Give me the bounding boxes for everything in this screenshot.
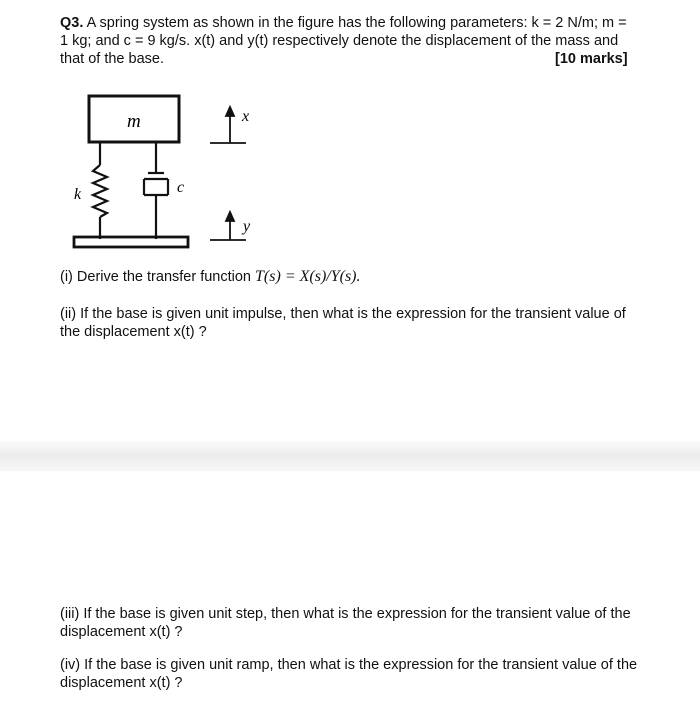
damper (144, 142, 168, 239)
page-separator (0, 441, 700, 471)
mass-label: m (127, 111, 141, 132)
question-line-3: that of the base. (60, 51, 164, 67)
spring-mass-damper-figure (60, 85, 270, 255)
damper-label: c (177, 179, 185, 196)
y-displacement-arrow (210, 212, 246, 240)
spring-label: k (74, 186, 82, 203)
marks-label: [10 marks] (555, 51, 628, 67)
x-displacement-arrow (210, 107, 246, 143)
spring (93, 142, 107, 239)
part-iii-line-2: displacement x(t) ? (60, 624, 183, 640)
question-line-1 (60, 14, 627, 32)
part-i (60, 268, 361, 286)
transfer-function-formula: T(s) = X(s)/Y(s). (255, 268, 361, 285)
question-line-2: 1 kg; and c = 9 kg/s. x(t) and y(t) respectively denote the displacement of the mass and (60, 33, 619, 49)
part-ii-line-1: (ii) If the base is given unit impulse, then what is the expression for the transient value of (60, 306, 626, 322)
part-ii-line-2: the displacement x(t) ? (60, 324, 207, 340)
part-i-text: (i) Derive the transfer function (60, 269, 256, 285)
x-label: x (242, 108, 250, 125)
part-iv-line-1: (iv) If the base is given unit ramp, then what is the expression for the transient value of the (60, 657, 638, 673)
question-number: Q3. (60, 15, 84, 31)
y-label: y (243, 218, 251, 235)
part-iii-line-1: (iii) If the base is given unit step, then what is the expression for the transient value of the (60, 606, 631, 622)
part-iv-line-2: displacement x(t) ? (60, 675, 183, 691)
question-text-1: A spring system as shown in the figure has the following parameters: k = 2 N/m; m = (86, 15, 627, 31)
base-platform (74, 237, 188, 247)
